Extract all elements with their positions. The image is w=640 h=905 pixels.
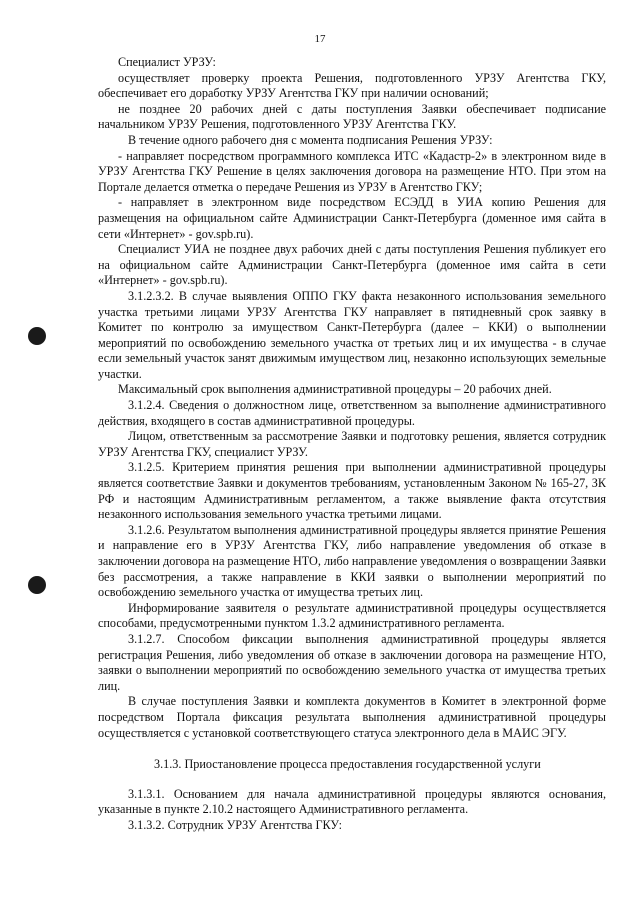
paragraph: - направляет в электронном виде посредством ЕСЭДД в УИА копию Решения для размещения на официальном сайте Администрации Санкт-Петербурга (доменное имя сайта в сети «Интернет» - gov.spb.ru). <box>98 195 606 241</box>
paragraph: осуществляет проверку проекта Решения, подготовленного УРЗУ Агентства ГКУ, обеспечивает его доработку УРЗУ Агентства ГКУ при наличии оснований; <box>98 70 606 101</box>
paragraph: 3.1.2.7. Способом фиксации выполнения административной процедуры является регистрация Решения, либо уведомления об отказе в заключении договора на размещение НТО, заявки о выполнении мероприятий по освобождению земельного участка от имущества третьих лиц. <box>98 631 606 693</box>
section-heading: 3.1.3. Приостановление процесса предоставления государственной услуги <box>154 757 541 772</box>
paragraph: 3.1.2.3.2. В случае выявления ОППО ГКУ факта незаконного использования земельного участка третьими лицами УРЗУ Агентства ГКУ направляет в пятидневный срок заявку в Комитет по контролю за имуществом Санкт-Петербурга (далее – ККИ) о выполнении мероприятий по освобождению земельного участка от третьих лиц и их имущества - в случае если земельный участок занят движимым имуществом лиц, незаконно использующих земельные участки. <box>98 288 606 381</box>
punch-hole-icon <box>28 327 46 345</box>
paragraph: 3.1.3.1. Основанием для начала административной процедуры являются основания, указанные в пункте 2.10.2 настоящего Административного регламента. <box>98 786 606 817</box>
paragraph: не позднее 20 рабочих дней с даты поступления Заявки обеспечивает подписание начальником УРЗУ Решения, подготовленного УРЗУ Агентства ГКУ. <box>98 101 606 132</box>
paragraph: Специалист УРЗУ: <box>118 55 216 69</box>
paragraph: Максимальный срок выполнения административной процедуры – 20 рабочих дней. <box>118 382 552 397</box>
paragraph: 3.1.2.6. Результатом выполнения административной процедуры является принятие Решения и направление его в УРЗУ Агентства ГКУ, либо направление уведомления об отказе в заключении договора на размещение НТО, либо направление уведомления о возвращении Заявки без рассмотрения, а также направление в ККИ заявки о выполнении мероприятий по освобождению земельного участка от имущества третьих лиц. <box>98 522 606 600</box>
paragraph: Информирование заявителя о результате административной процедуры осуществляется способами, предусмотренными пунктом 1.3.2 административного регламента. <box>98 600 606 631</box>
paragraph: В течение одного рабочего дня с момента подписания Решения УРЗУ: <box>128 132 493 147</box>
paragraph: Специалист УИА не позднее двух рабочих дней с даты поступления Решения публикует его на официальном сайте Администрации Санкт-Петербурга (доменное имя сайта в сети «Интернет» - gov.spb.ru). <box>98 242 606 288</box>
paragraph: 3.1.3.2. Сотрудник УРЗУ Агентства ГКУ: <box>128 817 342 832</box>
document-body <box>98 55 606 834</box>
page-number: 17 <box>314 33 326 45</box>
paragraph: 3.1.2.4. Сведения о должностном лице, ответственном за выполнение административного действия, входящего в состав административной процедуры. <box>98 398 606 428</box>
paragraph: В случае поступления Заявки и комплекта документов в Комитет в электронной форме посредством Портала фиксация результата выполнения административной процедуры осуществляется с установкой соответствующего статуса электронного дела в МАИС ЭГУ. <box>98 694 606 740</box>
paragraph: Лицом, ответственным за рассмотрение Заявки и подготовку решения, является сотрудник УРЗУ Агентства ГКУ, специалист УРЗУ. <box>98 429 606 459</box>
paragraph: 3.1.2.5. Критерием принятия решения при выполнении административной процедуры является соответствие Заявки и документов требованиям, установленным Законом № 165-27, ЗК РФ и настоящим Административным регламентом, а также выявление факта отсутствия незаконного использования земельного участка третьими лицами. <box>98 460 606 522</box>
punch-hole-icon <box>28 576 46 594</box>
paragraph: - направляет посредством программного комплекса ИТС «Кадастр-2» в электронном виде в УРЗУ Агентства ГКУ Решение в целях заключения договора на размещение НТО. При этом на Портале делается отметка о передаче Решения из УРЗУ в Агентство ГКУ; <box>98 148 606 194</box>
